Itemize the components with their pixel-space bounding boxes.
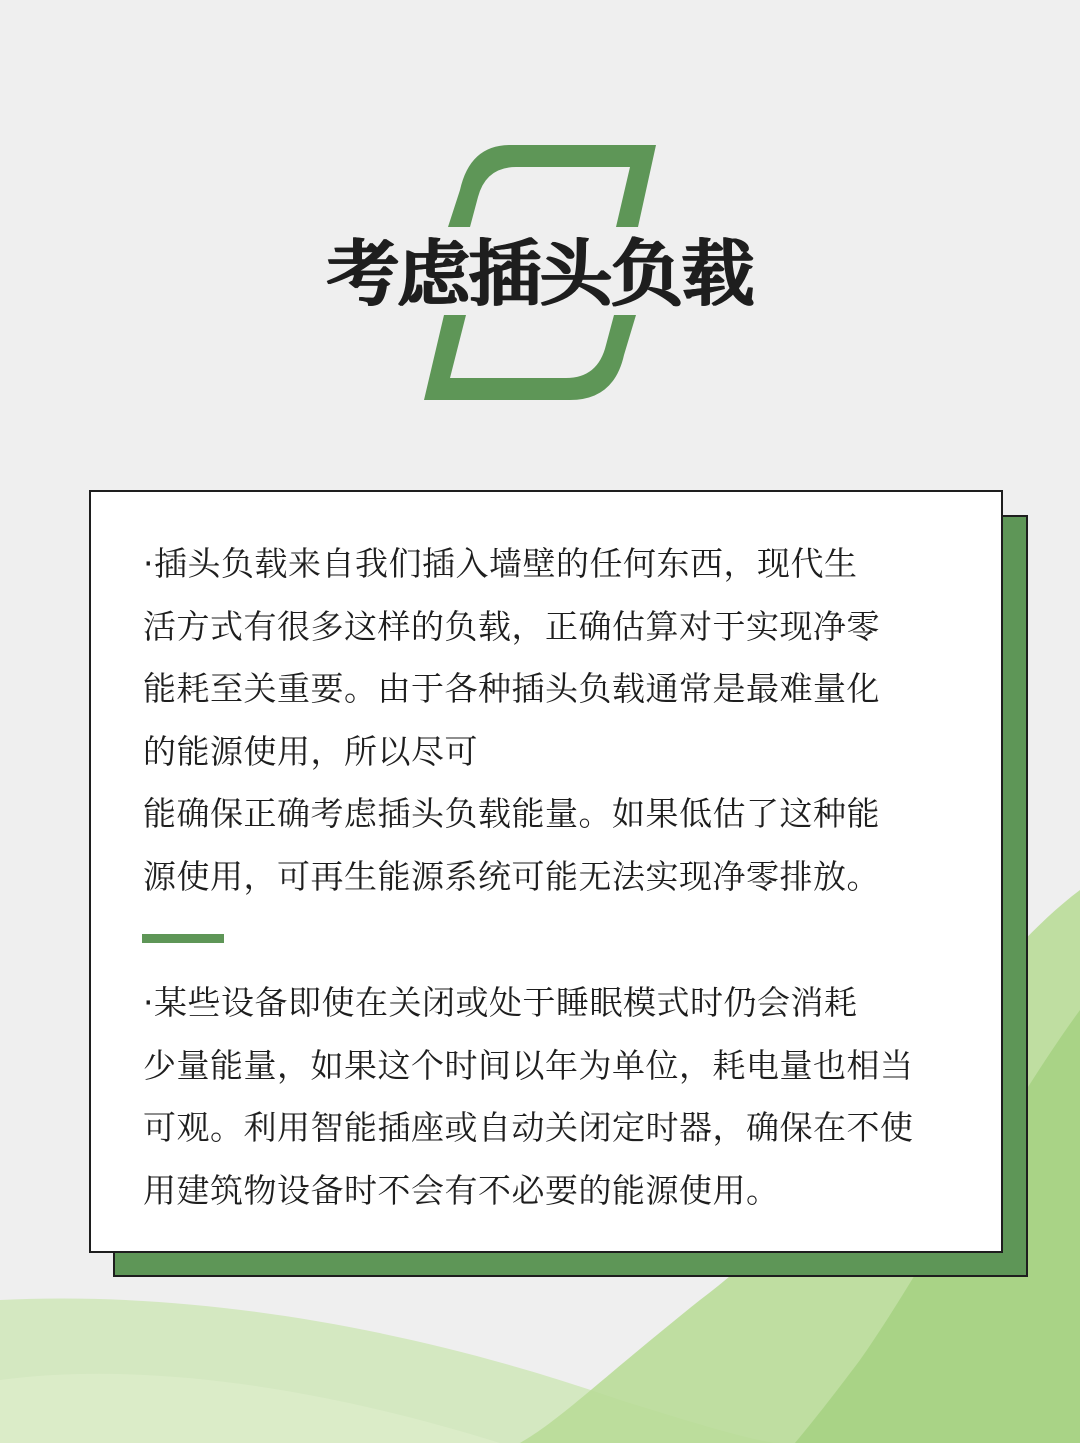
paragraph-plug-load xyxy=(143,533,943,908)
paragraph-line: 少量能量，如果这个时间以年为单位，耗电量也相当 xyxy=(143,1045,914,1085)
frame-top-bracket xyxy=(448,145,656,227)
paragraph-line: ·某些设备即使在关闭或处于睡眠模式时仍会消耗 xyxy=(143,983,858,1022)
paragraph-line: ·插头负载来自我们插入墙壁的任何东西，现代生 xyxy=(143,544,858,583)
paragraph-line: 活方式有很多这样的负载，正确估算对于实现净零 xyxy=(143,606,880,646)
paragraph-line: 的能源使用，所以尽可 xyxy=(143,731,478,771)
page-title: 考虑插头负载 xyxy=(326,232,753,316)
frame-bottom-bracket xyxy=(424,315,636,400)
paragraph-line: 能确保正确考虑插头负载能量。如果低估了这种能 xyxy=(143,794,880,833)
paragraph-line: 可观。利用智能插座或自动关闭定时器，确保在不使 xyxy=(143,1108,914,1147)
section-divider xyxy=(142,934,224,943)
paragraph-line: 用建筑物设备时不会有不必要的能源使用。 xyxy=(143,1170,780,1210)
paragraph-standby-devices xyxy=(143,972,943,1222)
paragraph-line: 能耗至关重要。由于各种插头负载通常是最难量化 xyxy=(143,669,880,708)
paragraph-line: 源使用，可再生能源系统可能无法实现净零排放。 xyxy=(143,856,880,896)
